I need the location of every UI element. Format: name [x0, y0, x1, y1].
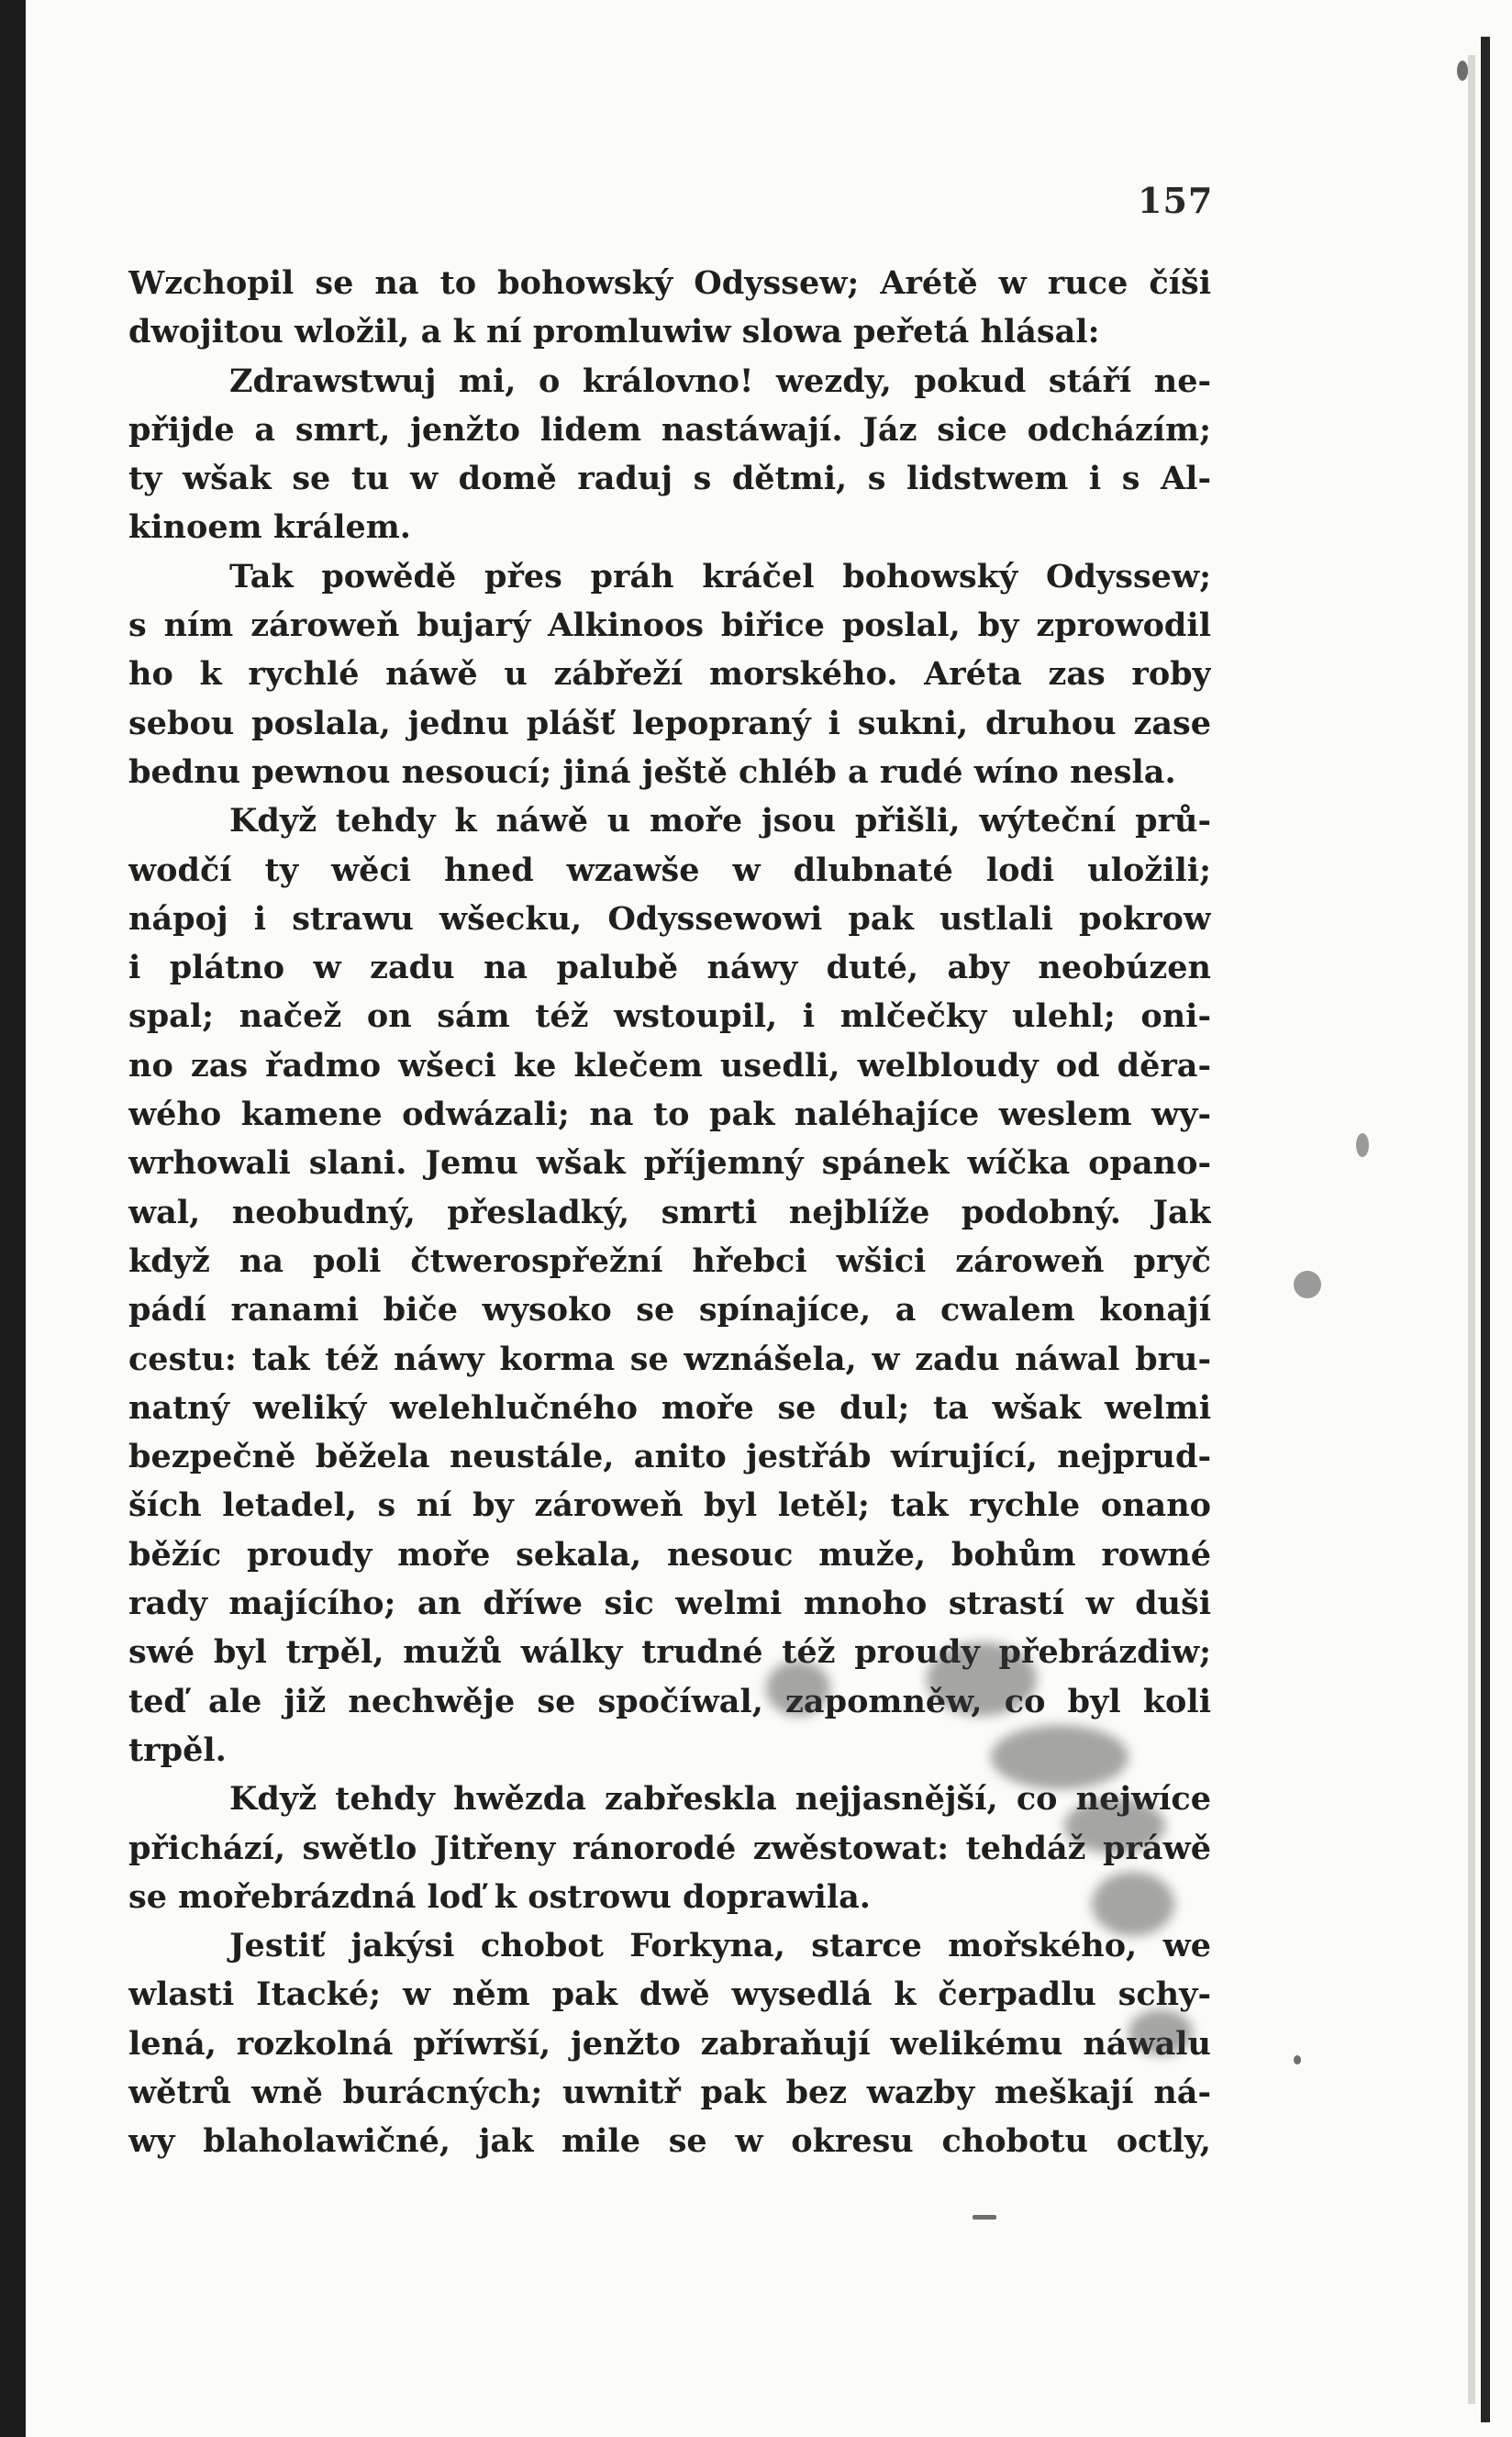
left-scan-edge: [0, 0, 26, 2437]
text-line: dwojitou wložil, a k ní promluwiw slowa peřetá hlásal:: [128, 313, 1100, 351]
text-line: no zas řadmo wšeci ke klečem usedli, welbloudy od děra-: [128, 1046, 1211, 1085]
ink-stain: [991, 1725, 1128, 1789]
text-line: ho k rychlé náwě u zábřeží morského. Aréta zas roby: [128, 655, 1211, 694]
text-line: běžíc proudy moře sekala, nesouc muže, bohům rowné: [128, 1535, 1211, 1574]
text-line: wodčí ty wěci hned wzawše w dlubnaté lodi uložili;: [128, 851, 1211, 889]
paper-speck: [973, 2215, 996, 2220]
text-line: trpěl.: [128, 1730, 227, 1769]
text-line: s ním zároweň bujarý Alkinoos biřice poslal, by zprowodil: [128, 606, 1211, 645]
ink-stain: [1064, 1798, 1165, 1853]
text-line: wého kamene odwázali; na to pak naléhajíce weslem wy-: [128, 1096, 1211, 1134]
right-page-edge: [1468, 55, 1475, 2404]
text-line: přijde a smrt, jenžto lidem nastáwají. Jáz sice odcházím;: [128, 410, 1211, 449]
text-line: wlasti Itacké; w něm pak dwě wysedlá k čerpadlu schy-: [128, 1975, 1211, 2014]
text-line: Zdrawstwuj mi, o královno! wezdy, pokud stáří ne-: [229, 362, 1211, 400]
paper-speck: [1294, 2055, 1301, 2064]
paper-speck: [1457, 61, 1468, 81]
text-line: cestu: tak též náwy korma se wznášela, w zadu náwal bru-: [128, 1340, 1211, 1378]
ink-stain: [927, 1642, 1037, 1716]
text-line: spal; načež on sám též wstoupil, i mlčečky ulehl; oni-: [128, 997, 1211, 1036]
text-line: rady majícího; an dříwe sic welmi mnoho strastí w duši: [128, 1585, 1211, 1623]
text-line: Wzchopil se na to bohowský Odyssew; Arétě w ruce číši: [128, 264, 1211, 302]
paper-speck: [1294, 1271, 1321, 1298]
text-line: bednu pewnou nesoucí; jiná ještě chléb a rudé wíno nesla.: [128, 752, 1176, 791]
text-line: lená, rozkolná příwrší, jenžto zabraňují welikému náwalu: [128, 2024, 1211, 2063]
ink-stain: [1092, 1872, 1174, 1936]
text-line: se mořebrázdná loď k ostrowu doprawila.: [128, 1877, 871, 1916]
text-line: přichází, swětlo Jitřeny ránorodé zwěstowat: tehdáž práwě: [128, 1829, 1211, 1867]
text-line: Když tehdy k náwě u moře jsou přišli, wýteční prů-: [229, 802, 1211, 840]
text-line: když na poli čtwerospřežní hřebci wšici zároweň pryč: [128, 1241, 1211, 1280]
paper-speck: [1356, 1133, 1369, 1157]
text-line: i plátno w zadu na palubě náwy duté, aby neobúzen: [128, 949, 1211, 987]
right-scan-edge: [1481, 37, 1490, 2422]
text-line: wrhowali slani. Jemu wšak příjemný spánek wíčka opano-: [128, 1144, 1211, 1183]
text-line: pádí ranami biče wysoko se spínajíce, a cwalem konají: [128, 1291, 1211, 1330]
text-line: wal, neobudný, přesladký, smrti nejblíže podobný. Jak: [128, 1193, 1211, 1231]
ink-stain: [766, 1661, 830, 1716]
text-line: Když tehdy hwězda zabřeskla nejjasnější, co nejwíce: [229, 1780, 1211, 1819]
text-line: swé byl trpěl, mužů wálky trudné též proudy přebrázdiw;: [128, 1633, 1211, 1672]
page-text: [128, 259, 1211, 2166]
ink-stain: [1128, 2009, 1193, 2055]
text-line: sebou poslala, jednu plášť lepopraný i sukni, druhou zase: [128, 704, 1211, 742]
text-line: ty wšak se tu w domě raduj s dětmi, s lidstwem i s Al-: [128, 460, 1211, 498]
text-line: kinoem králem.: [128, 508, 411, 547]
text-line: bezpečně běžela neustále, anito jestřáb wírující, nejprud-: [128, 1438, 1211, 1476]
text-line: wy blaholawičné, jak mile se w okresu chobotu octly,: [128, 2122, 1211, 2161]
text-line: teď ale již nechwěje se spočíwal, zapomněw, co byl koli: [128, 1682, 1211, 1720]
text-line: wětrů wně burácných; uwnitř pak bez wazby meškají ná-: [128, 2073, 1211, 2111]
text-line: Jestiť jakýsi chobot Forkyna, starce mořského, we: [229, 1927, 1211, 1965]
page-number: 157: [1138, 180, 1214, 221]
text-line: nápoj i strawu wšecku, Odyssewowi pak ustlali pokrow: [128, 899, 1211, 938]
text-line: Tak powědě přes práh kráčel bohowský Odyssew;: [229, 557, 1211, 595]
text-line: ších letadel, s ní by zároweň byl letěl; tak rychle onano: [128, 1486, 1211, 1525]
text-line: natný weliký welehlučného moře se dul; ta wšak welmi: [128, 1388, 1211, 1427]
